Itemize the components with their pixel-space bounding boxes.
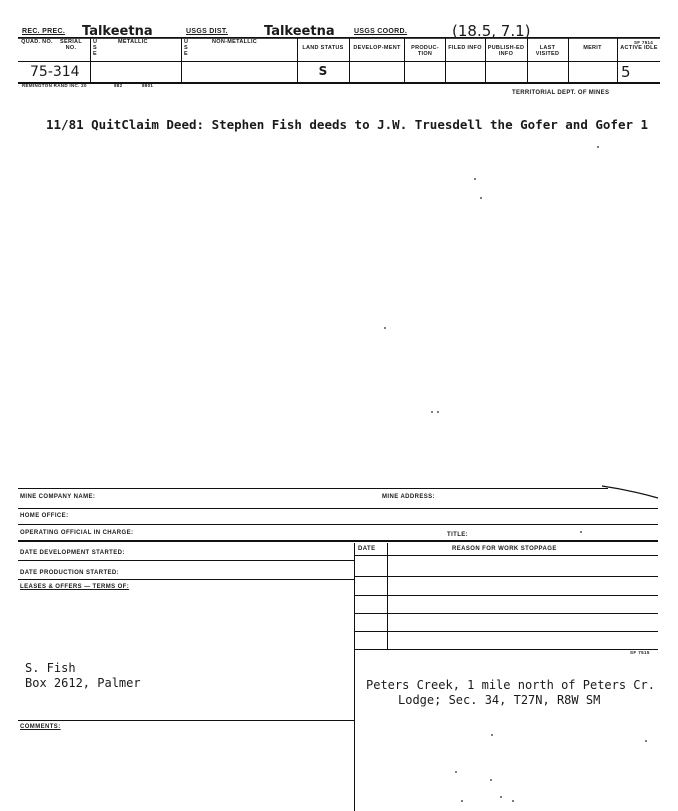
- date-production-label: DATE PRODUCTION STARTED:: [20, 570, 120, 576]
- scan-speck: [384, 327, 386, 329]
- land-status-value: S: [318, 64, 328, 78]
- usgs-dist-label: USGS DIST.: [186, 28, 228, 35]
- col-divider: [527, 38, 528, 82]
- scan-speck: [512, 800, 514, 802]
- form-top-rule: [18, 488, 608, 489]
- date-prod-rule: [18, 579, 354, 580]
- comments-label: COMMENTS:: [20, 724, 61, 730]
- quitclaim-note: 11/81 QuitClaim Deed: Stephen Fish deeds to J.W. Truesdell the Gofer and Gofer 1: [46, 117, 649, 132]
- stoppage-row-rule: [354, 595, 658, 596]
- lessee-address: Box 2612, Palmer: [25, 676, 141, 690]
- serial-label: SERIAL NO.: [60, 39, 82, 51]
- header-mid-rule: [18, 61, 660, 62]
- location-line-2: Lodge; Sec. 34, T27N, R8W SM: [398, 693, 601, 707]
- scan-speck: [455, 771, 457, 773]
- mine-company-rule: [18, 508, 658, 509]
- form-top-rule-curl: [600, 482, 662, 500]
- stoppage-row-rule: [354, 631, 658, 632]
- usgs-coord-label: USGS COORD.: [354, 28, 408, 35]
- usgs-dist-value: Talkeetna: [264, 24, 335, 39]
- scan-speck: [597, 146, 599, 148]
- active-mark: 5: [621, 63, 631, 81]
- operating-official-rule: [18, 540, 658, 542]
- mine-address-label: MINE ADDRESS:: [382, 494, 435, 500]
- col-divider: [568, 38, 569, 82]
- filed-info-label: FILED INFO: [448, 45, 482, 51]
- active-idle-label: ACTIVE IDLE: [620, 45, 658, 51]
- stoppage-row-rule: [354, 613, 658, 614]
- scan-speck: [461, 800, 463, 802]
- stoppage-row-rule: [354, 576, 658, 577]
- col-divider: [485, 38, 486, 82]
- stoppage-header-rule: [354, 555, 658, 556]
- rec-prec-value: Talkeetna: [82, 24, 153, 39]
- col-divider: [90, 38, 91, 82]
- title-label: TITLE:: [447, 532, 469, 538]
- col-divider: [617, 38, 618, 82]
- printer-num1: 882: [114, 83, 123, 88]
- use-letters-nonmetallic: U S E: [184, 39, 189, 57]
- published-info-label: PUBLISH-ED INFO: [487, 45, 525, 57]
- col-divider: [404, 38, 405, 82]
- col-divider: [181, 38, 182, 82]
- form-code-top: SF 7514: [634, 40, 654, 45]
- date-dev-rule: [18, 560, 354, 561]
- usgs-coord-value: (18.5, 7.1): [452, 22, 531, 40]
- nonmetallic-label: NON-METALLIC: [212, 39, 258, 45]
- col-divider: [297, 38, 298, 82]
- col-divider: [445, 38, 446, 82]
- location-line-1: Peters Creek, 1 mile north of Peters Cr.: [366, 678, 655, 692]
- development-label: DEVELOP-MENT: [353, 45, 401, 51]
- home-office-rule: [18, 524, 658, 525]
- reason-col-label: REASON FOR WORK STOPPAGE: [452, 546, 557, 552]
- scan-speck: [480, 197, 482, 199]
- department: TERRITORIAL DEPT. OF MINES: [512, 90, 610, 96]
- printer-line: REMINGTON RAND INC. 20: [22, 83, 87, 88]
- center-divider: [354, 543, 355, 811]
- serial-value: 75-314: [30, 64, 80, 80]
- scan-speck: [491, 734, 493, 736]
- scan-speck: [474, 178, 476, 180]
- home-office-label: HOME OFFICE:: [20, 513, 69, 519]
- scan-speck: [437, 411, 439, 413]
- date-development-label: DATE DEVELOPMENT STARTED:: [20, 550, 125, 556]
- form-code-bottom: SF 7515: [630, 650, 650, 655]
- lessee-name: S. Fish: [25, 661, 76, 675]
- comments-rule: [18, 720, 354, 721]
- scan-speck: [490, 779, 492, 781]
- stoppage-row-rule: [354, 649, 658, 650]
- col-divider: [349, 38, 350, 82]
- quad-label: QUAD. NO.: [21, 39, 53, 45]
- mine-company-name-label: MINE COMPANY NAME:: [20, 494, 96, 500]
- production-label: PRODUC-TION: [411, 45, 439, 57]
- printer-num2: 8801: [142, 83, 154, 88]
- scan-speck: [645, 740, 647, 742]
- scan-speck: [500, 796, 502, 798]
- date-col-divider: [387, 543, 388, 649]
- date-col-label: DATE: [358, 546, 376, 552]
- scan-speck: [580, 531, 582, 533]
- operating-official-label: OPERATING OFFICIAL IN CHARGE:: [20, 530, 134, 536]
- metallic-label: METALLIC: [118, 39, 148, 45]
- scan-speck: [431, 411, 433, 413]
- land-status-label: LAND STATUS: [302, 45, 344, 51]
- use-letters-metallic: U S E: [93, 39, 98, 57]
- leases-label: LEASES & OFFERS — TERMS OF:: [20, 584, 130, 590]
- last-visited-label: LAST VISITED: [535, 45, 560, 57]
- rec-prec-label: REC. PREC.: [22, 28, 66, 35]
- merit-label: MERIT: [583, 45, 602, 51]
